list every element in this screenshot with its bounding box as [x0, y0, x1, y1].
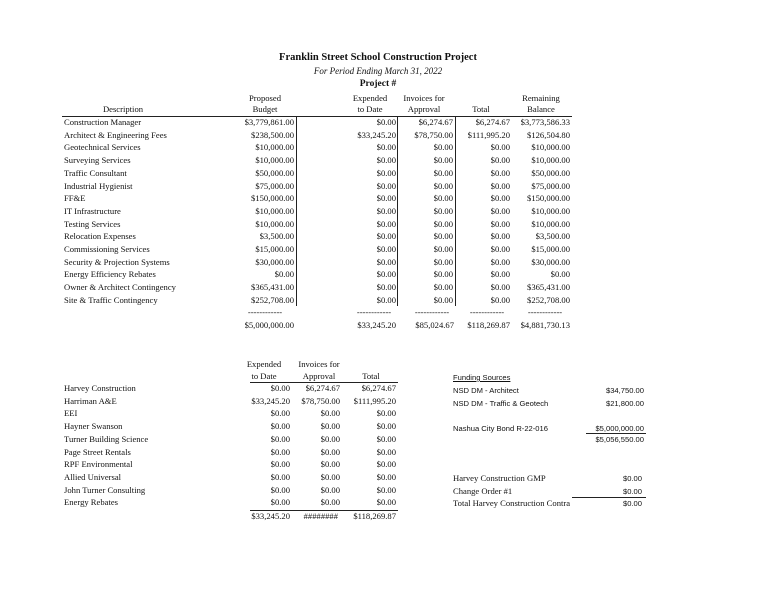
vendor-name: Harriman A&E	[64, 395, 117, 406]
budget-description: Owner & Architect Contingency	[64, 282, 176, 293]
budget-proposed: $75,000.00	[255, 180, 294, 191]
dash-remaining: ------------	[527, 307, 563, 317]
budget-total: $0.00	[490, 256, 510, 267]
vendor-invoices: $0.00	[320, 408, 340, 419]
budget-total: $0.00	[490, 244, 510, 254]
vendor-expended: $0.00	[270, 497, 290, 508]
contract-total-value: $0.00	[622, 499, 642, 508]
vendor-total: $0.00	[376, 421, 396, 432]
vendor-expended: $0.00	[270, 433, 290, 444]
budget-remaining: $30,000.00	[531, 256, 570, 267]
vendor-total: $0.00	[376, 459, 396, 470]
header-invoices-2: Approval	[407, 104, 441, 114]
budget-description: Industrial Hygienist	[64, 180, 133, 191]
budget-total: $0.00	[490, 205, 510, 216]
budget-expended: $0.00	[376, 231, 396, 242]
budget-invoices: $0.00	[433, 205, 453, 216]
budget-proposed: $365,431.00	[251, 282, 294, 293]
vendor-expended: $0.00	[270, 471, 290, 482]
header-remaining-2: Balance	[527, 104, 555, 114]
budget-expended: $0.00	[376, 294, 396, 305]
budget-invoices: $0.00	[433, 180, 453, 191]
budget-remaining: $365,431.00	[527, 282, 570, 293]
dash-invoices: ------------	[414, 307, 450, 317]
budget-remaining: $3,500.00	[535, 231, 570, 242]
budget-invoices: $0.00	[433, 231, 453, 242]
funding-value: $5,000,000.00	[595, 424, 644, 433]
budget-expended: $0.00	[376, 244, 396, 254]
budget-total: $6,274.67	[475, 117, 510, 127]
budget-description: FF&E	[64, 193, 86, 204]
budget-remaining: $10,000.00	[531, 142, 570, 153]
budget-proposed: $10,000.00	[255, 142, 294, 153]
total-total: $118,269.87	[467, 320, 510, 330]
budget-proposed: $3,779,861.00	[244, 117, 294, 127]
budget-remaining: $10,000.00	[531, 205, 570, 216]
budget-expended: $0.00	[376, 167, 396, 178]
report-period: For Period Ending March 31, 2022	[313, 66, 443, 76]
budget-description: Construction Manager	[64, 117, 142, 127]
total-expended: $33,245.20	[357, 320, 396, 330]
vendor-expended: $0.00	[270, 484, 290, 495]
budget-invoices: $0.00	[433, 193, 453, 204]
funding-label: NSD DM - Architect	[453, 386, 519, 395]
budget-total: $0.00	[490, 155, 510, 166]
vendor-name: Energy Rebates	[64, 497, 119, 508]
vendor-total-total: $118,269.87	[353, 511, 396, 521]
budget-invoices: $0.00	[433, 244, 453, 254]
budget-expended: $0.00	[376, 155, 396, 166]
vendor-total-invoices: ########	[303, 511, 338, 521]
vendor-total: $0.00	[376, 497, 396, 508]
budget-invoices: $0.00	[433, 256, 453, 267]
vendor-invoices: $0.00	[320, 497, 340, 508]
budget-proposed: $50,000.00	[255, 167, 294, 178]
funding-total: $5,056,550.00	[595, 435, 644, 444]
header-expended-2: to Date	[357, 104, 383, 114]
budget-total: $0.00	[490, 294, 510, 305]
budget-expended: $0.00	[376, 256, 396, 267]
budget-invoices: $0.00	[433, 294, 453, 305]
vendor-total: $6,274.67	[361, 383, 396, 393]
budget-proposed: $252,708.00	[251, 294, 294, 305]
budget-remaining: $10,000.00	[531, 155, 570, 166]
budget-invoices: $0.00	[433, 155, 453, 166]
header-remaining-1: Remaining	[522, 93, 560, 103]
budget-description: Architect & Engineering Fees	[64, 129, 167, 140]
contract-total-label: Total Harvey Construction Contra	[453, 498, 571, 508]
budget-invoices: $6,274.67	[418, 117, 453, 127]
budget-expended: $33,245.20	[357, 129, 396, 140]
budget-proposed: $0.00	[274, 269, 294, 280]
budget-expended: $0.00	[376, 142, 396, 153]
dash-proposed: ------------	[247, 307, 283, 317]
budget-description: Energy Efficiency Rebates	[64, 269, 156, 280]
budget-expended: $0.00	[376, 205, 396, 216]
budget-remaining: $50,000.00	[531, 167, 570, 178]
budget-description: Surveying Services	[64, 155, 131, 166]
vendor-expended: $0.00	[270, 421, 290, 432]
funding-value: $21,800.00	[605, 399, 644, 408]
budget-total: $0.00	[490, 167, 510, 178]
vendor-name: EEI	[64, 408, 78, 419]
budget-remaining: $10,000.00	[531, 218, 570, 229]
budget-proposed: $10,000.00	[255, 218, 294, 229]
vendor-invoices: $78,750.00	[301, 395, 340, 406]
vendor-invoices: $0.00	[320, 446, 340, 457]
budget-total: $111,995.20	[467, 129, 510, 140]
vendor-header-invoices-2: Approval	[302, 371, 336, 381]
budget-expended: $0.00	[376, 180, 396, 191]
budget-remaining: $126,504.80	[527, 129, 570, 140]
budget-total: $0.00	[490, 142, 510, 153]
vendor-total-expended: $33,245.20	[251, 511, 290, 521]
vendor-expended: $33,245.20	[251, 395, 290, 406]
budget-expended: $0.00	[376, 282, 396, 293]
vendor-invoices: $0.00	[320, 421, 340, 432]
header-description: Description	[102, 104, 144, 114]
budget-invoices: $78,750.00	[414, 129, 453, 140]
budget-remaining: $3,773,586.33	[520, 117, 570, 127]
budget-total: $0.00	[490, 180, 510, 191]
header-proposed-1: Proposed	[249, 93, 281, 103]
budget-proposed: $3,500.00	[259, 231, 294, 242]
funding-sources-title: Funding Sources	[453, 373, 511, 382]
change-order-value: $0.00	[622, 487, 642, 496]
budget-invoices: $0.00	[433, 269, 453, 280]
budget-expended: $0.00	[376, 117, 396, 127]
vendor-header-total: Total	[362, 371, 380, 381]
vendor-invoices: $0.00	[320, 459, 340, 470]
budget-proposed: $150,000.00	[251, 193, 294, 204]
budget-invoices: $0.00	[433, 282, 453, 293]
budget-remaining: $252,708.00	[527, 294, 570, 305]
funding-value: $34,750.00	[605, 386, 644, 395]
vendor-expended: $0.00	[270, 408, 290, 419]
total-remaining: $4,881,730.13	[520, 320, 570, 330]
budget-proposed: $10,000.00	[255, 205, 294, 216]
vendor-total: $0.00	[376, 408, 396, 419]
vendor-invoices: $0.00	[320, 471, 340, 482]
report-title: Franklin Street School Construction Project	[279, 52, 477, 63]
budget-invoices: $0.00	[433, 167, 453, 178]
vendor-name: Turner Building Science	[64, 433, 149, 444]
vendor-total: $111,995.20	[353, 395, 396, 406]
budget-total: $0.00	[490, 231, 510, 242]
budget-expended: $0.00	[376, 269, 396, 280]
header-invoices-1: Invoices for	[403, 93, 445, 103]
dash-expended: ------------	[356, 307, 392, 317]
budget-description: Security & Projection Systems	[64, 256, 170, 267]
funding-label: Nashua City Bond R-22-016	[453, 424, 548, 433]
vendor-expended: $0.00	[270, 459, 290, 470]
vendor-total: $0.00	[376, 446, 396, 457]
budget-total: $0.00	[490, 193, 510, 204]
proposed-divider	[296, 116, 297, 306]
vendor-expended: $0.00	[270, 383, 290, 393]
vendor-header-invoices-1: Invoices for	[298, 359, 340, 369]
budget-proposed: $15,000.00	[255, 244, 294, 254]
budget-total: $0.00	[490, 282, 510, 293]
budget-remaining: $15,000.00	[531, 244, 570, 254]
vendor-name: John Turner Consulting	[64, 484, 146, 495]
total-proposed: $5,000,000.00	[244, 320, 294, 330]
vendor-header-expended-2: to Date	[251, 371, 277, 381]
vendor-name: RPF Environmental	[64, 459, 133, 470]
vendor-total: $0.00	[376, 484, 396, 495]
budget-remaining: $0.00	[550, 269, 570, 280]
budget-total: $0.00	[490, 269, 510, 280]
dash-total: ------------	[469, 307, 505, 317]
budget-remaining: $150,000.00	[527, 193, 570, 204]
budget-description: Traffic Consultant	[64, 167, 127, 178]
vendor-name: Allied Universal	[64, 471, 122, 482]
budget-description: Testing Services	[64, 218, 121, 229]
header-expended-1: Expended	[352, 93, 388, 103]
budget-invoices: $0.00	[433, 142, 453, 153]
change-order-label: Change Order #1	[453, 486, 513, 496]
vendor-invoices: $6,274.67	[305, 383, 340, 393]
vendor-name: Harvey Construction	[64, 383, 136, 393]
project-number-label: Project #	[359, 79, 397, 89]
vendor-header-expended-1: Expended	[246, 359, 282, 369]
budget-remaining: $75,000.00	[531, 180, 570, 191]
vendor-expended: $0.00	[270, 446, 290, 457]
gmp-value: $0.00	[622, 474, 642, 483]
vendor-name: Hayner Swanson	[64, 421, 123, 432]
vendor-total: $0.00	[376, 433, 396, 444]
budget-description: Site & Traffic Contingency	[64, 294, 158, 305]
budget-description: Commissioning Services	[64, 244, 150, 254]
gmp-label: Harvey Construction GMP	[453, 473, 546, 483]
vendor-invoices: $0.00	[320, 484, 340, 495]
budget-expended: $0.00	[376, 193, 396, 204]
budget-description: Geotechnical Services	[64, 142, 141, 153]
budget-invoices: $0.00	[433, 218, 453, 229]
budget-proposed: $10,000.00	[255, 155, 294, 166]
vendor-total: $0.00	[376, 471, 396, 482]
header-total: Total	[472, 104, 490, 114]
budget-description: IT Infrastructure	[64, 205, 121, 216]
budget-proposed: $30,000.00	[255, 256, 294, 267]
vendor-name: Page Street Rentals	[64, 446, 131, 457]
budget-description: Relocation Expenses	[64, 231, 136, 242]
budget-expended: $0.00	[376, 218, 396, 229]
header-proposed-2: Budget	[252, 104, 278, 114]
funding-label: NSD DM - Traffic & Geotech	[453, 399, 549, 408]
total-invoices: $85,024.67	[415, 320, 454, 330]
budget-proposed: $238,500.00	[251, 129, 294, 140]
vendor-invoices: $0.00	[320, 433, 340, 444]
budget-total: $0.00	[490, 218, 510, 229]
